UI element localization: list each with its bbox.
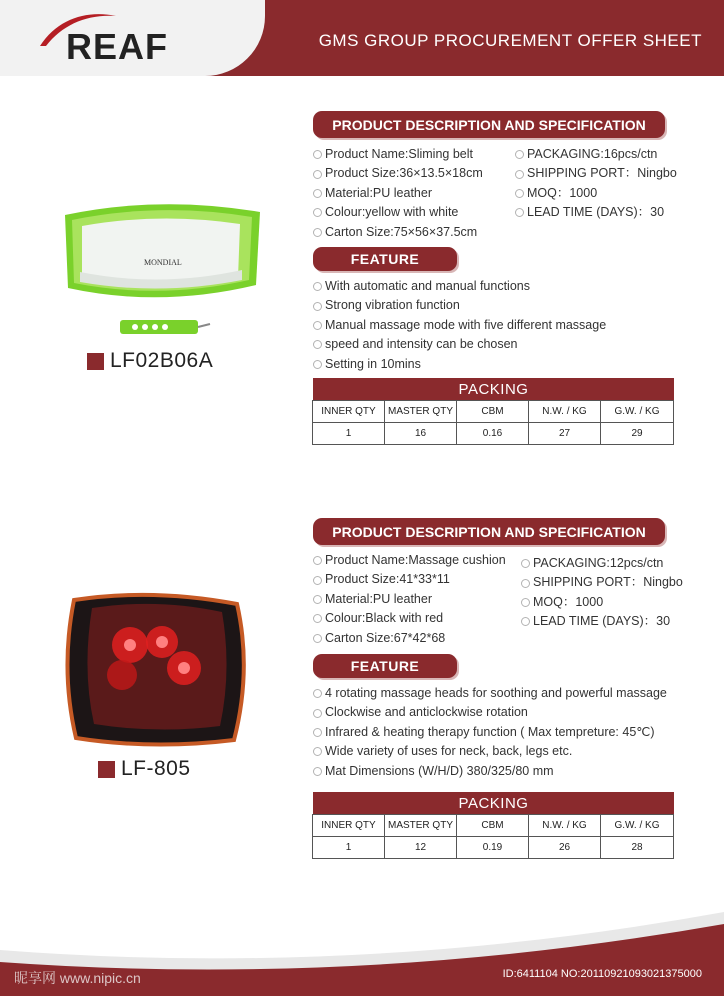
packing-title: PACKING xyxy=(313,792,674,815)
logo: REAF xyxy=(66,26,168,67)
model-marker xyxy=(98,761,115,778)
spec-item: Product Name:Sliming belt xyxy=(313,145,483,164)
packing-header-cell: MASTER QTY xyxy=(384,400,457,423)
spec-item: PACKAGING:12pcs/ctn xyxy=(521,554,683,573)
packing-header-cell: CBM xyxy=(456,814,529,837)
spec-list-right xyxy=(515,145,677,223)
spec-item: LEAD TIME (DAYS)：30 xyxy=(521,612,683,631)
packing-header-cell: INNER QTY xyxy=(312,814,385,837)
product-image-massage-cushion xyxy=(62,590,247,750)
packing-value-cell: 1 xyxy=(312,836,385,859)
spec-item: Colour:Black with red xyxy=(313,609,506,628)
page-title: GMS GROUP PROCUREMENT OFFER SHEET xyxy=(318,31,702,50)
feature-list xyxy=(313,277,606,374)
model-number: LF-805 xyxy=(121,757,191,780)
spec-list-left xyxy=(313,551,506,648)
spec-item: MOQ：1000 xyxy=(521,593,683,612)
packing-value-cell: 27 xyxy=(528,422,601,445)
spec-item: Product Size:36×13.5×18cm xyxy=(313,164,483,183)
spec-heading: PRODUCT DESCRIPTION AND SPECIFICATION xyxy=(313,518,665,545)
packing-header-cell: N.W. / KG xyxy=(528,814,601,837)
feature-heading: FEATURE xyxy=(313,247,457,271)
spec-item: Product Size:41*33*11 xyxy=(313,570,506,589)
feature-item: Setting in 10mins xyxy=(313,355,606,374)
spec-item: Material:PU leather xyxy=(313,590,506,609)
spec-item: PACKAGING:16pcs/ctn xyxy=(515,145,677,164)
watermark: 昵享网 www.nipic.cn xyxy=(14,970,141,986)
spec-item: LEAD TIME (DAYS)：30 xyxy=(515,203,677,222)
spec-item: Product Name:Massage cushion xyxy=(313,551,506,570)
spec-item: SHIPPING PORT：Ningbo xyxy=(521,573,683,592)
packing-value-cell: 29 xyxy=(600,422,674,445)
packing-header-cell: N.W. / KG xyxy=(528,400,601,423)
packing-value-cell: 0.19 xyxy=(456,836,529,859)
spec-item: Colour:yellow with white xyxy=(313,203,483,222)
packing-value-cell: 1 xyxy=(312,422,385,445)
spec-list-right xyxy=(521,554,683,632)
feature-item: Clockwise and anticlockwise rotation xyxy=(313,703,667,722)
packing-header-cell: MASTER QTY xyxy=(384,814,457,837)
packing-value-cell: 0.16 xyxy=(456,422,529,445)
packing-value-cell: 12 xyxy=(384,836,457,859)
packing-value-cell: 28 xyxy=(600,836,674,859)
packing-table xyxy=(313,378,674,445)
feature-item: Strong vibration function xyxy=(313,296,606,315)
packing-value-cell: 26 xyxy=(528,836,601,859)
feature-item: With automatic and manual functions xyxy=(313,277,606,296)
packing-value-cell: 16 xyxy=(384,422,457,445)
feature-item: speed and intensity can be chosen xyxy=(313,335,606,354)
packing-title: PACKING xyxy=(313,378,674,401)
product-brand-label: MONDIAL xyxy=(144,258,182,267)
spec-item: Carton Size:75×56×37.5cm xyxy=(313,223,483,242)
spec-item: MOQ：1000 xyxy=(515,184,677,203)
feature-heading: FEATURE xyxy=(313,654,457,678)
spec-item: SHIPPING PORT：Ningbo xyxy=(515,164,677,183)
feature-item: Mat Dimensions (W/H/D) 380/325/80 mm xyxy=(313,762,667,781)
feature-item: Infrared & heating therapy function ( Max tempreture: 45℃) xyxy=(313,723,667,742)
spec-list-left xyxy=(313,145,483,242)
packing-header-cell: G.W. / KG xyxy=(600,400,674,423)
packing-table xyxy=(313,792,674,859)
spec-heading: PRODUCT DESCRIPTION AND SPECIFICATION xyxy=(313,111,665,138)
spec-item: Material:PU leather xyxy=(313,184,483,203)
feature-item: Manual massage mode with five different massage xyxy=(313,316,606,335)
model-label xyxy=(87,349,213,373)
spec-item: Carton Size:67*42*68 xyxy=(313,629,506,648)
packing-header-cell: INNER QTY xyxy=(312,400,385,423)
feature-item: Wide variety of uses for neck, back, legs etc. xyxy=(313,742,667,761)
model-marker xyxy=(87,353,104,370)
product-image-slimming-belt xyxy=(60,190,265,340)
packing-header-cell: G.W. / KG xyxy=(600,814,674,837)
model-number: LF02B06A xyxy=(110,349,214,372)
packing-header-cell: CBM xyxy=(456,400,529,423)
feature-list xyxy=(313,684,667,781)
model-label xyxy=(98,757,191,781)
image-id-label: ID:6411104 NO:20110921093021375000 xyxy=(502,968,702,980)
feature-item: 4 rotating massage heads for soothing and powerful massage xyxy=(313,684,667,703)
